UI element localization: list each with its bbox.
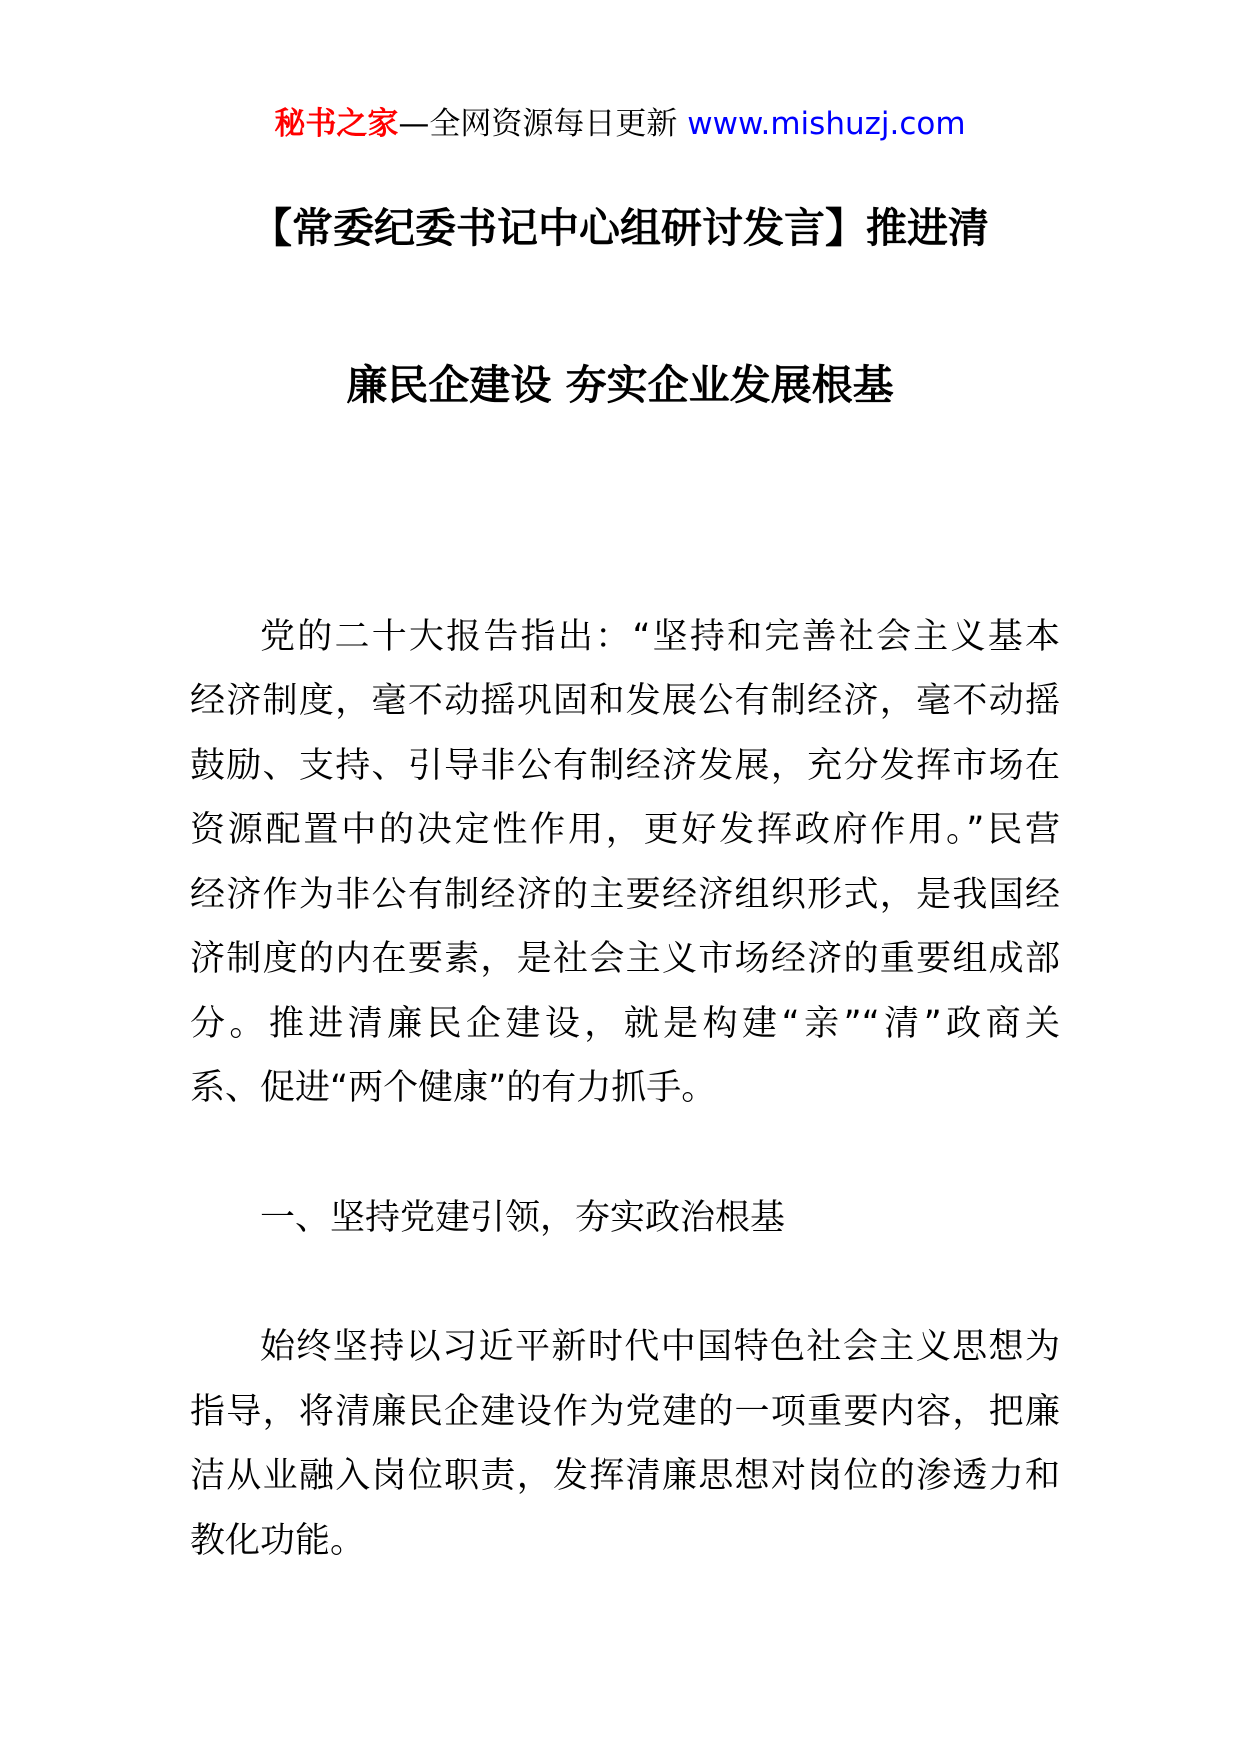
paragraph-line: 教化功能。 [190, 1521, 366, 1561]
paragraph-line: 洁从业融入岗位职责，发挥清廉思想对岗位的渗透力和 [190, 1456, 1060, 1496]
paragraph-line: 鼓励、支持、引导非公有制经济发展，充分发挥市场在 [190, 746, 1060, 786]
paragraph-line: 系、促进“两个健康”的有力抓手。 [190, 1068, 717, 1108]
paragraph-line: 经济制度，毫不动摇巩固和发展公有制经济，毫不动摇 [190, 681, 1060, 721]
paragraph-line: 资源配置中的决定性作用，更好发挥政府作用。”民营 [190, 810, 1060, 850]
site-url-link[interactable]: www.mishuzj.com [687, 106, 966, 142]
paragraph-line: 党的二十大报告指出：“坚持和完善社会主义基本 [260, 617, 1060, 657]
paragraph-line: 济制度的内在要素，是社会主义市场经济的重要组成部 [190, 939, 1060, 979]
paragraph-line: 分。推进清廉民企建设，就是构建“亲”“清”政商关 [190, 1004, 1060, 1044]
paragraph-line: 指导，将清廉民企建设作为党建的一项重要内容，把廉 [190, 1392, 1060, 1432]
paragraph-line: 始终坚持以习近平新时代中国特色社会主义思想为 [260, 1327, 1060, 1367]
document-title-line-2: 廉民企建设 夯实企业发展根基 [346, 361, 894, 409]
site-brand: 秘书之家 [274, 106, 399, 142]
section-heading-text: 一、坚持党建引领，夯实政治根基 [260, 1198, 786, 1238]
paragraph-line: 经济作为非公有制经济的主要经济组织形式，是我国经 [190, 875, 1060, 915]
site-slogan: —全网资源每日更新 [398, 106, 688, 142]
site-header [0, 102, 1240, 146]
document-title-line-1: 【常委纪委书记中心组研讨发言】推进清 [251, 204, 989, 252]
